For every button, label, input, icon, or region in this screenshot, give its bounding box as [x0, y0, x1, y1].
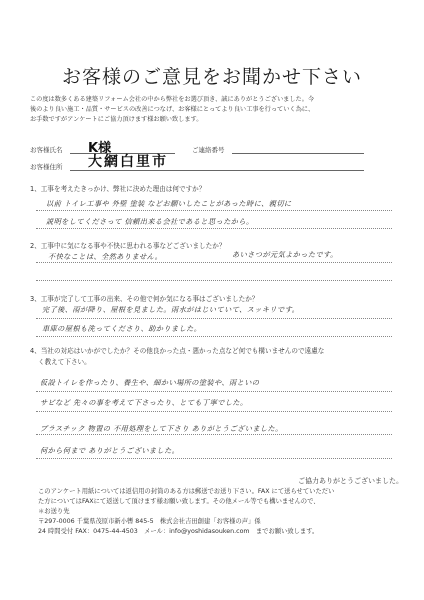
- answer-line: [36, 336, 392, 337]
- answer-line: [36, 458, 392, 459]
- answer-line: [36, 391, 392, 392]
- answer-3-line-1: 完了後、雨が降り、屋根を見ました。雨水がはじいていて、スッキリです。: [42, 305, 300, 314]
- answer-line: [36, 262, 392, 263]
- contact-info: 24 時間受付 FAX：0475-44-4503 メール：info@yoshidasouken.com までお願い致します。: [38, 528, 319, 535]
- answer-line: [36, 318, 392, 319]
- intro-line: 後のより良い施工・品質・サービスの改善につなげ、お客様にとってより良い工事を行っていく為に、: [30, 106, 315, 113]
- page-title: お客様のご意見をお聞かせ下さい: [61, 66, 362, 88]
- answer-3-line-2: 車庫の屋根も洗ってくださり、助かりました。: [42, 324, 202, 333]
- address-value: 大網白里市: [88, 154, 168, 170]
- thanks-text: ご協力ありがとうございました。: [298, 477, 403, 485]
- answer-4-line-2: サビなど 先々の事を考えて下さったり、とても丁寧でした。: [40, 398, 248, 407]
- intro-text: [30, 95, 410, 125]
- question-3: 3、工事が完了して工事の出来、その他で何か気になる事はございましたか？: [30, 295, 259, 303]
- name-label: お客様氏名: [30, 146, 63, 154]
- footer-line: このアンケート用紙については返信用の封筒のある方は郵送でお送り下さい。FAX にて送らせていただい: [38, 488, 335, 495]
- question-2: 2、工事中に気になる事や不快に思われる事などございましたか？: [30, 242, 226, 250]
- answer-4-line-4: 何から何まで ありがとうございました。: [40, 446, 180, 455]
- intro-line: この度は数多くある建築リフォーム会社の中から弊社をお選び頂き、誠にありがとうございました。今: [30, 96, 315, 103]
- answer-line: [36, 411, 392, 412]
- answer-2-line-1: 不快なことは、全然ありません。: [48, 252, 163, 261]
- question-4: 4、当社の対応はいかがでしたか？その他良かった点・悪かった点など何でも構いませんので遠慮な: [30, 347, 325, 355]
- phone-underline: [232, 153, 364, 154]
- footer-text: [38, 487, 410, 537]
- answer-4-line-3: プラスチック 物置の 不用処理をして下さり ありがとうございました。: [40, 424, 283, 433]
- address-label: お客様住所: [30, 163, 63, 171]
- question-4-cont: く教えて下さい。: [38, 358, 91, 366]
- answer-1-line-2: 説明をしてくださって 信頼出来る会社であると思ったから。: [46, 217, 254, 226]
- answer-4-line-1: 仮設トイレを作ったり、養生や、細かい場所の塗装や、雨といの: [40, 378, 260, 387]
- answer-line: [36, 434, 392, 435]
- phone-label: ご連絡番号: [192, 146, 225, 154]
- question-1: 1、工事を考えたきっかけ、弊社に決めた理由は何ですか？: [30, 185, 206, 193]
- address-underline: [70, 170, 364, 171]
- postal-address: 〒297-0006 千葉県茂原市新小轡 845-5 株式会社吉田創建「お客様の声」係: [38, 518, 261, 525]
- name-value: K様: [88, 141, 112, 156]
- footer-line: ＊お送り先: [38, 508, 70, 515]
- answer-2-line-2: あいさつが元気よかったです。: [232, 250, 338, 259]
- answer-1-line-1: 以前 トイレ工事や 外壁 塗装 などお願いしたことがあった時に、親切に: [46, 199, 292, 208]
- answer-line: [36, 228, 392, 229]
- intro-line: お手数ですがアンケートにご協力頂けます様お願い致します。: [30, 116, 203, 123]
- footer-line: た方についてはFAXにて返送して頂けます様お願い致します。その他メール等でも構いませんので、: [38, 498, 320, 505]
- answer-line: [36, 210, 392, 211]
- answer-line: [36, 280, 392, 281]
